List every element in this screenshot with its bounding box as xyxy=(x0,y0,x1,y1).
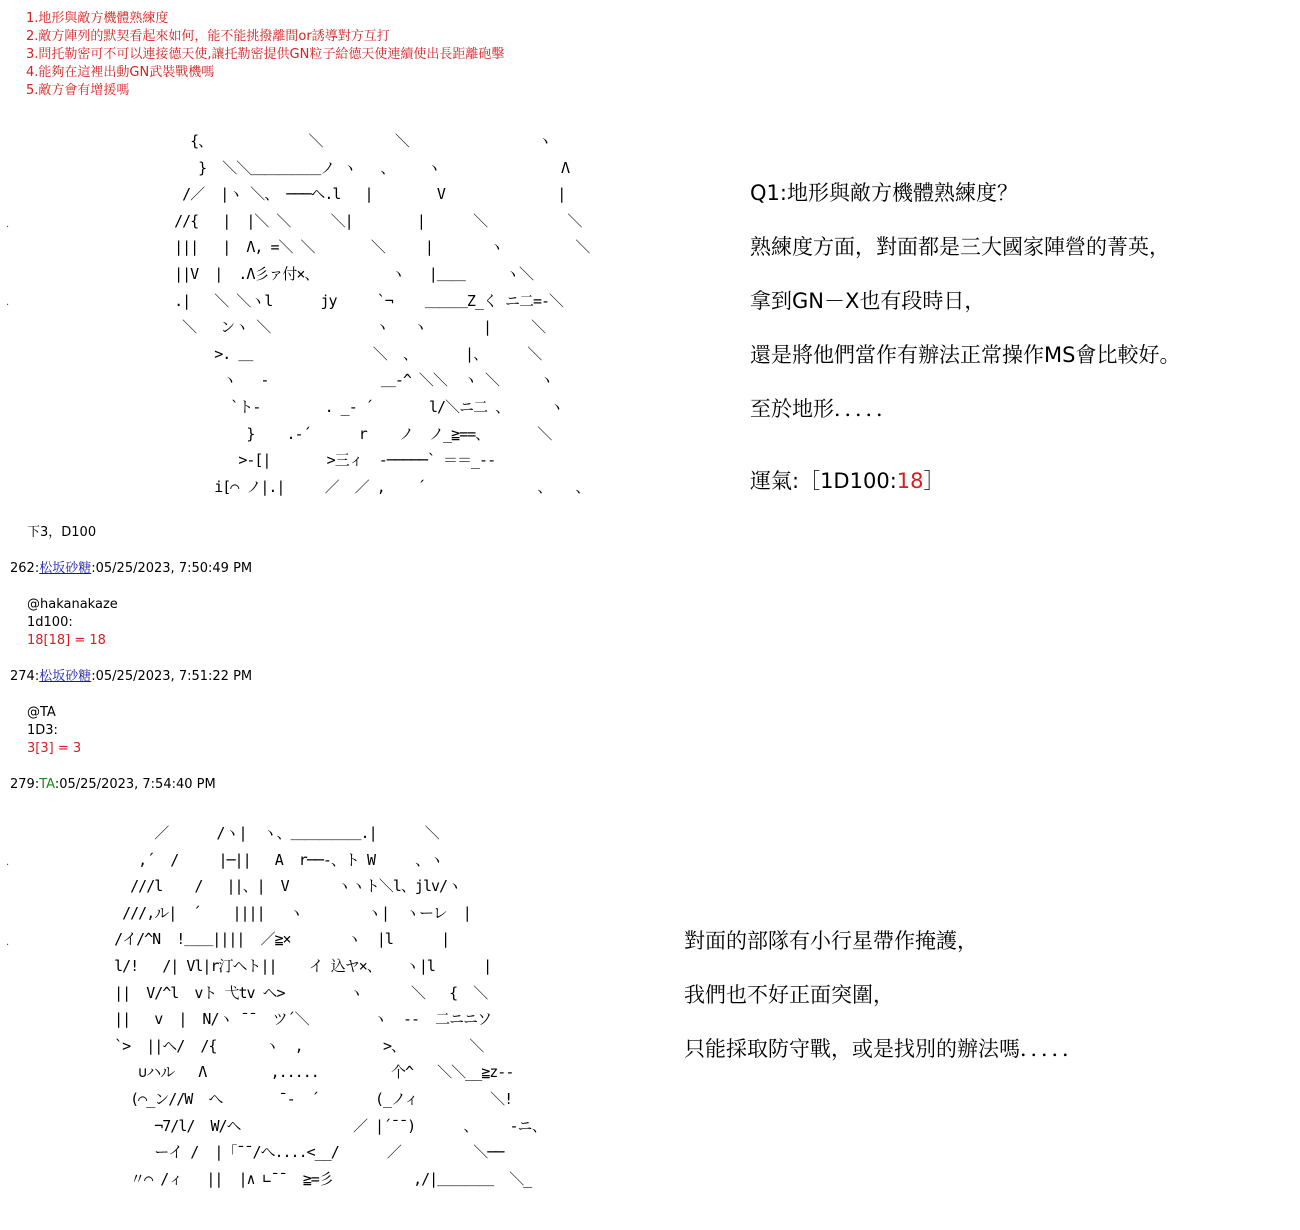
post-author: TA xyxy=(39,777,55,792)
narrative-line: Q1:地形與敵方機體熟練度？ xyxy=(750,181,1018,205)
ascii-art-bottom: ／ /ヽ| ヽ、＿＿＿＿＿.| ＼ ,´ / |─|| A r──-、ト W 、ヽ ///l / ||、| V ヽヽト＼l、jlv/ヽ ///,ル| ´ |||| ヽ ヽ| ヽーレ | /イ/^N !＿＿|||| ／≧× ヽ |l | l/! /| Vl|r汀ヘト|| イ 込ヤ×、 ヽ|l | || V/^l vト 弋tv ヘ> ヽ ＼ { ＼ || v | N/ヽ ¯¯ ツ´＼ ヽ -- 二ニニソ `> ||ヘ/ /{ ヽ , >、 ＼ ∪ハル Λ ,..... 个^ ＼＼__≧z-- (⌒_ン//W へ ¯- ´ (_ノィ ＼! ¬7/l/ W/ヘ ／ |´¯¯) 、 -ニ、 ーイ / |「¯¯/へ....<__/ ／ ＼── 〃⌒ /ィ || |∧ ∟¯¯ ≧=彡 ,/|＿＿＿＿ ＼_ xyxy=(114,824,546,1188)
post-number: 274 xyxy=(10,669,35,684)
luck-value: 18 xyxy=(896,469,924,493)
narrative-line: 對面的部隊有小行星帶作掩護， xyxy=(684,929,978,953)
post-author-link[interactable]: 松坂砂糖 xyxy=(39,561,92,576)
post-number: 279 xyxy=(10,777,35,792)
question-list xyxy=(26,10,504,100)
narrative-line: 至於地形．．．．． xyxy=(750,397,897,421)
question-item: 5.敵方會有增援嗎 xyxy=(26,83,130,98)
narrative-panel-top xyxy=(750,166,1180,508)
question-item: 3.問托勒密可不可以連接德天使,讓托勒密提供GN粒子給德天使連續使出長距離砲擊 xyxy=(26,47,505,62)
post-body xyxy=(27,596,118,650)
narrative-line: 只能採取防守戰，或是找別的辦法嗎．．．．． xyxy=(684,1037,1083,1061)
narrative-line: 拿到GN－X也有段時日， xyxy=(750,289,986,313)
margin-dot: · xyxy=(6,300,10,311)
narrative-line: 還是將他們當作有辦法正常操作MS會比較好。 xyxy=(750,343,1181,367)
post-number: 262 xyxy=(10,561,35,576)
post-header: 279:TA:05/25/2023, 7:54:40 PM xyxy=(10,777,216,792)
post-mention: @TA xyxy=(27,705,56,720)
post-header: 262:松坂砂糖:05/25/2023, 7:50:49 PM xyxy=(10,561,253,576)
question-item: 4.能夠在這裡出動GN武裝戰機嗎 xyxy=(26,65,215,80)
post-body xyxy=(27,704,81,758)
post-mention: @hakanakaze xyxy=(27,597,118,612)
narrative-line: 我們也不好正面突圍， xyxy=(684,983,894,1007)
dice-expression: 1D3: xyxy=(27,723,58,738)
narrative-line: 熟練度方面，對面都是三大國家陣營的菁英， xyxy=(750,235,1170,259)
post-author-link[interactable]: 松坂砂糖 xyxy=(39,669,92,684)
post-note: 下3，D100 xyxy=(27,525,97,540)
narrative-panel-bottom xyxy=(684,914,1083,1076)
ascii-art-top: {、 ＼ ＼ ヽ } ＼＼＿＿＿＿＿ノ ヽ 、 ヽ Λ /／ |ヽ ＼、 ───ヘ.l | V | //{ | |＼ ＼ ＼| | ＼ ＼ ||| | Λ, =＼ ＼ ＼ | ヽ ＼ ||V | .Λ彡ァ付×、 ヽ |＿＿ ヽ＼ .| ＼ ＼ヽl jy `¬ ＿＿＿Z_く ニ二=-＼ ＼ ンヽ ＼ ヽ ヽ | ＼ >. ＿ ＼ 、 |、 ＼ ヽ - ＿-^ ＼＼ ヽ ＼ ヽ `ト- . _- ´ l/＼ニ二 、 ヽ } .-´ r ノ ノ_≧==、 ＼ >-[| >三ィ -─────` ＝＝_-- i[⌒ ノ|.| ／ ／ , ´ 、 、 xyxy=(174,132,590,496)
question-item: 1.地形與敵方機體熟練度 xyxy=(26,11,169,26)
margin-dot: · xyxy=(6,222,10,233)
post-datetime: 05/25/2023, 7:50:49 PM xyxy=(95,561,253,576)
question-item: 2.敵方陣列的默契看起來如何，能不能挑撥離間or誘導對方互打 xyxy=(26,29,390,44)
dice-expression: 1d100: xyxy=(27,615,73,630)
dice-result: 3[3] = 3 xyxy=(27,741,82,756)
post-header: 274:松坂砂糖:05/25/2023, 7:51:22 PM xyxy=(10,669,253,684)
margin-dot: · xyxy=(6,860,10,871)
luck-prefix: 運氣:［1D100: xyxy=(750,469,897,493)
dice-result: 18[18] = 18 xyxy=(27,633,106,648)
luck-roll xyxy=(750,454,1180,508)
margin-dot: · xyxy=(6,940,10,951)
post-datetime: 05/25/2023, 7:51:22 PM xyxy=(95,669,253,684)
luck-suffix: ］ xyxy=(923,469,945,493)
post-datetime: 05/25/2023, 7:54:40 PM xyxy=(59,777,216,792)
